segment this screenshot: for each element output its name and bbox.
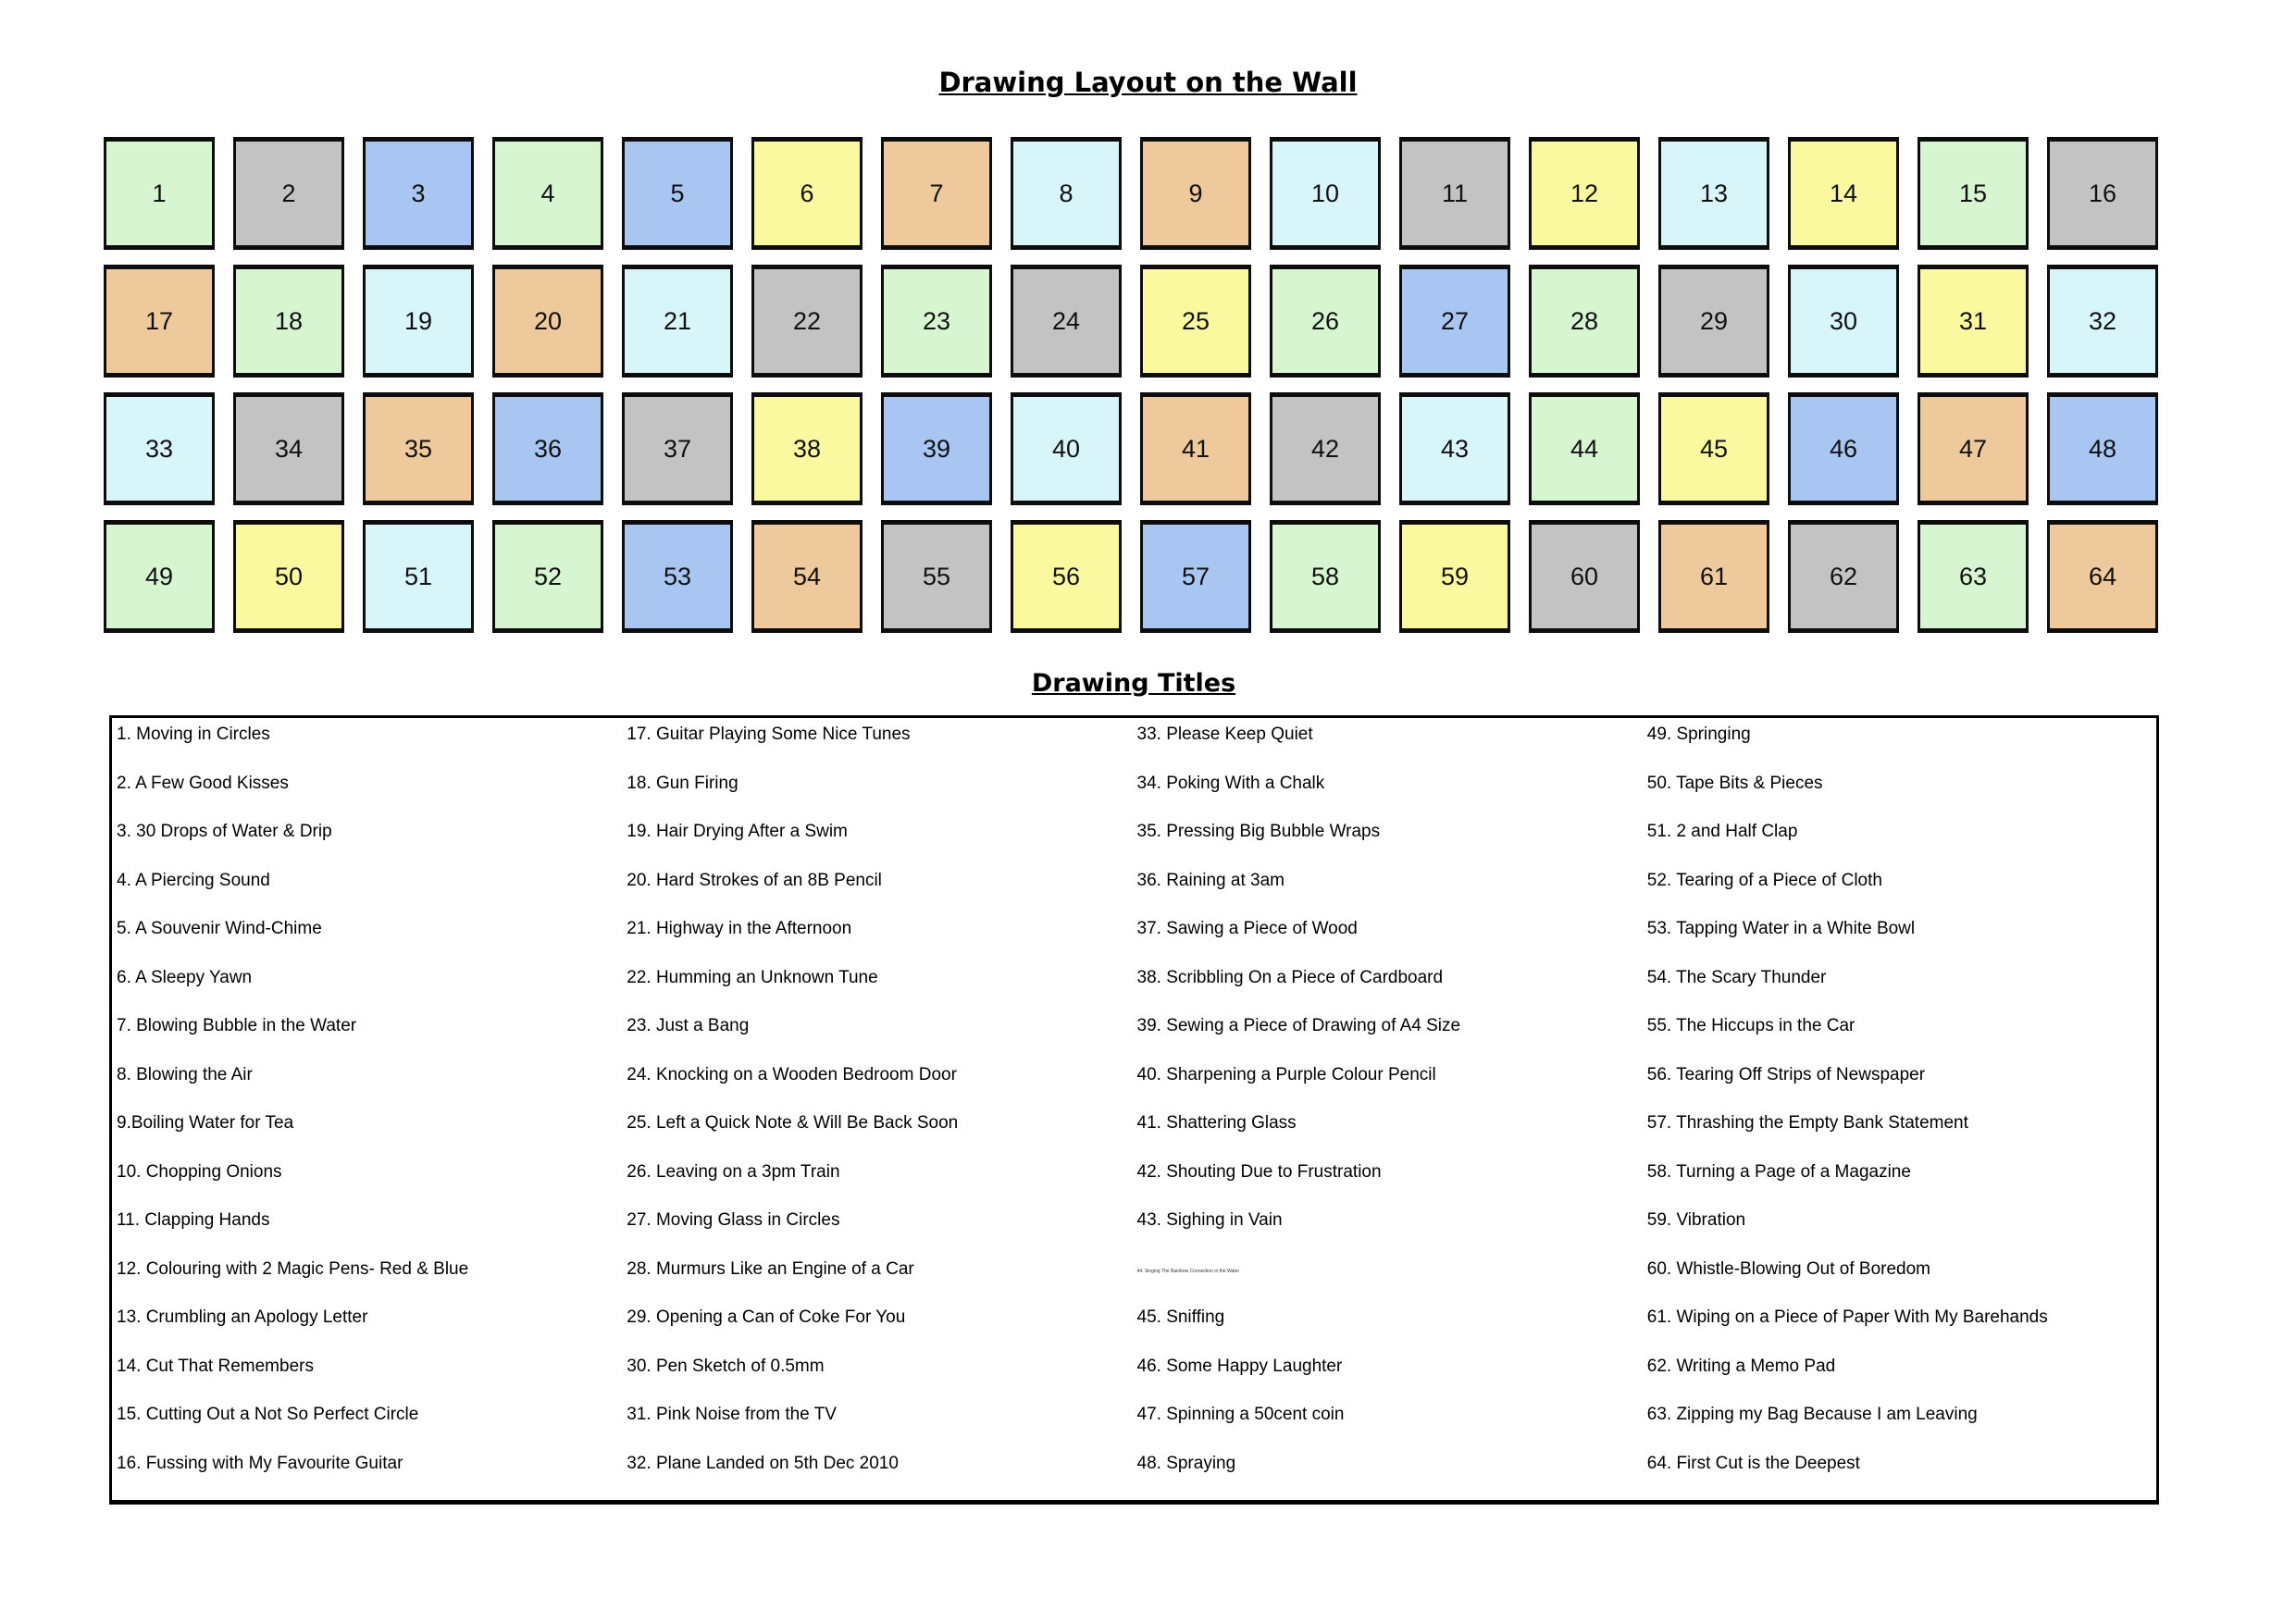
wall-square-40: 40 [1011, 392, 1122, 505]
title-item-41: 41. Shattering Glass [1136, 1113, 1297, 1133]
title-item-55: 55. The Hiccups in the Car [1646, 1016, 1855, 1035]
title-item-53: 53. Tapping Water in a White Bowl [1646, 919, 1916, 938]
title-item-64: 64. First Cut is the Deepest [1646, 1453, 1860, 1473]
wall-square-31: 31 [1917, 265, 2029, 378]
wall-square-2: 2 [233, 137, 344, 250]
wall-square-46: 46 [1788, 392, 1899, 505]
wall-square-48: 48 [2047, 392, 2158, 505]
title-item-17: 17. Guitar Playing Some Nice Tunes [627, 725, 911, 744]
title-item-6: 6. A Sleepy Yawn [117, 967, 253, 987]
wall-square-22: 22 [751, 265, 863, 378]
title-item-39: 39. Sewing a Piece of Drawing of A4 Size [1136, 1016, 1461, 1035]
title-item-50: 50. Tape Bits & Pieces [1646, 773, 1823, 793]
title-item-47: 47. Spinning a 50cent coin [1136, 1405, 1345, 1424]
layout-heading: Drawing Layout on the Wall [938, 67, 1358, 98]
wall-square-17: 17 [104, 265, 215, 378]
wall-square-49: 49 [104, 520, 215, 633]
title-item-49: 49. Springing [1646, 725, 1751, 744]
title-item-35: 35. Pressing Big Bubble Wraps [1136, 822, 1381, 841]
titles-grid [109, 715, 2159, 1505]
title-item-20: 20. Hard Strokes of an 8B Pencil [627, 870, 882, 890]
title-item-48: 48. Spraying [1136, 1453, 1236, 1473]
wall-square-30: 30 [1788, 265, 1899, 378]
wall-square-53: 53 [622, 520, 733, 633]
wall-square-3: 3 [363, 137, 474, 250]
wall-square-41: 41 [1140, 392, 1251, 505]
title-item-57: 57. Thrashing the Empty Bank Statement [1646, 1113, 1968, 1133]
wall-square-13: 13 [1658, 137, 1769, 250]
title-item-19: 19. Hair Drying After a Swim [627, 822, 848, 841]
title-item-34: 34. Poking With a Chalk [1136, 773, 1325, 793]
title-item-37: 37. Sawing a Piece of Wood [1136, 919, 1358, 938]
title-item-43: 43. Sighing in Vain [1136, 1210, 1283, 1230]
title-item-16: 16. Fussing with My Favourite Guitar [117, 1453, 403, 1473]
wall-square-62: 62 [1788, 520, 1899, 633]
title-item-56: 56. Tearing Off Strips of Newspaper [1646, 1064, 1926, 1084]
wall-square-37: 37 [622, 392, 733, 505]
title-item-29: 29. Opening a Can of Coke For You [627, 1307, 906, 1327]
wall-square-33: 33 [104, 392, 215, 505]
wall-square-23: 23 [881, 265, 992, 378]
title-item-12: 12. Colouring with 2 Magic Pens- Red & Blue [117, 1258, 469, 1279]
title-item-22: 22. Humming an Unknown Tune [627, 967, 878, 987]
wall-square-43: 43 [1399, 392, 1510, 505]
wall-square-44: 44 [1529, 392, 1640, 505]
title-item-46: 46. Some Happy Laughter [1136, 1356, 1343, 1376]
wall-square-15: 15 [1917, 137, 2029, 250]
wall-square-42: 42 [1270, 392, 1381, 505]
wall-square-8: 8 [1011, 137, 1122, 250]
title-item-40: 40. Sharpening a Purple Colour Pencil [1136, 1064, 1436, 1084]
wall-square-60: 60 [1529, 520, 1640, 633]
title-item-15: 15. Cutting Out a Not So Perfect Circle [117, 1405, 419, 1424]
wall-square-34: 34 [233, 392, 344, 505]
wall-square-19: 19 [363, 265, 474, 378]
wall-square-18: 18 [233, 265, 344, 378]
wall-square-47: 47 [1917, 392, 2029, 505]
wall-square-39: 39 [881, 392, 992, 505]
wall-square-63: 63 [1917, 520, 2029, 633]
title-item-9: 9.Boiling Water for Tea [117, 1113, 294, 1133]
title-item-1: 1. Moving in Circles [117, 725, 270, 744]
wall-square-10: 10 [1270, 137, 1381, 250]
title-item-7: 7. Blowing Bubble in the Water [117, 1016, 357, 1035]
title-item-13: 13. Crumbling an Apology Letter [117, 1307, 368, 1327]
wall-square-25: 25 [1140, 265, 1251, 378]
wall-square-32: 32 [2047, 265, 2158, 378]
wall-square-38: 38 [751, 392, 863, 505]
title-item-14: 14. Cut That Remembers [117, 1356, 314, 1376]
wall-square-35: 35 [363, 392, 474, 505]
wall-square-55: 55 [881, 520, 992, 633]
wall-square-51: 51 [363, 520, 474, 633]
title-item-58: 58. Turning a Page of a Magazine [1646, 1161, 1911, 1182]
wall-grid [104, 137, 2158, 633]
wall-square-6: 6 [751, 137, 863, 250]
title-item-28: 28. Murmurs Like an Engine of a Car [627, 1258, 914, 1279]
title-item-10: 10. Chopping Onions [117, 1161, 282, 1182]
title-item-33: 33. Please Keep Quiet [1136, 725, 1313, 744]
wall-square-52: 52 [492, 520, 603, 633]
wall-square-1: 1 [104, 137, 215, 250]
wall-square-21: 21 [622, 265, 733, 378]
wall-square-45: 45 [1658, 392, 1769, 505]
titles-heading: Drawing Titles [1031, 669, 1236, 698]
wall-square-59: 59 [1399, 520, 1510, 633]
title-item-11: 11. Clapping Hands [117, 1210, 270, 1230]
wall-square-4: 4 [492, 137, 603, 250]
title-item-42: 42. Shouting Due to Frustration [1136, 1161, 1382, 1182]
title-item-2: 2. A Few Good Kisses [117, 773, 289, 793]
wall-square-56: 56 [1011, 520, 1122, 633]
wall-square-58: 58 [1270, 520, 1381, 633]
title-item-21: 21. Highway in the Afternoon [627, 919, 852, 938]
title-item-30: 30. Pen Sketch of 0.5mm [627, 1356, 825, 1376]
title-item-45: 45. Sniffing [1136, 1307, 1225, 1327]
title-item-61: 61. Wiping on a Piece of Paper With My Barehands [1646, 1307, 2048, 1327]
title-item-38: 38. Scribbling On a Piece of Cardboard [1136, 967, 1444, 987]
wall-square-27: 27 [1399, 265, 1510, 378]
title-item-4: 4. A Piercing Sound [117, 870, 270, 890]
title-item-62: 62. Writing a Memo Pad [1646, 1356, 1836, 1376]
wall-square-24: 24 [1011, 265, 1122, 378]
title-item-32: 32. Plane Landed on 5th Dec 2010 [627, 1453, 899, 1473]
title-item-27: 27. Moving Glass in Circles [627, 1210, 840, 1230]
title-item-31: 31. Pink Noise from the TV [627, 1405, 837, 1424]
title-item-5: 5. A Souvenir Wind-Chime [117, 919, 322, 938]
wall-square-26: 26 [1270, 265, 1381, 378]
wall-square-20: 20 [492, 265, 603, 378]
wall-square-12: 12 [1529, 137, 1640, 250]
title-item-23: 23. Just a Bang [627, 1016, 750, 1035]
title-item-25: 25. Left a Quick Note & Will Be Back Soon [627, 1113, 959, 1133]
title-item-60: 60. Whistle-Blowing Out of Boredom [1646, 1258, 1930, 1279]
wall-square-57: 57 [1140, 520, 1251, 633]
title-item-44: 44. Singing The Rainbow Connection in the Water [1136, 1268, 1240, 1274]
wall-square-7: 7 [881, 137, 992, 250]
title-item-59: 59. Vibration [1646, 1210, 1746, 1230]
wall-square-64: 64 [2047, 520, 2158, 633]
wall-square-50: 50 [233, 520, 344, 633]
title-item-54: 54. The Scary Thunder [1646, 967, 1827, 987]
title-item-18: 18. Gun Firing [627, 773, 738, 793]
title-item-26: 26. Leaving on a 3pm Train [627, 1161, 840, 1182]
title-item-3: 3. 30 Drops of Water & Drip [117, 822, 332, 841]
wall-square-28: 28 [1529, 265, 1640, 378]
wall-square-11: 11 [1399, 137, 1510, 250]
wall-square-54: 54 [751, 520, 863, 633]
wall-square-36: 36 [492, 392, 603, 505]
wall-square-61: 61 [1658, 520, 1769, 633]
wall-square-9: 9 [1140, 137, 1251, 250]
wall-square-16: 16 [2047, 137, 2158, 250]
title-item-8: 8. Blowing the Air [117, 1064, 253, 1084]
title-item-52: 52. Tearing of a Piece of Cloth [1646, 870, 1882, 890]
wall-square-29: 29 [1658, 265, 1769, 378]
title-item-24: 24. Knocking on a Wooden Bedroom Door [627, 1064, 957, 1084]
title-item-63: 63. Zipping my Bag Because I am Leaving [1646, 1405, 1978, 1424]
wall-square-5: 5 [622, 137, 733, 250]
wall-square-14: 14 [1788, 137, 1899, 250]
title-item-36: 36. Raining at 3am [1136, 870, 1285, 890]
title-item-51: 51. 2 and Half Clap [1646, 822, 1798, 841]
